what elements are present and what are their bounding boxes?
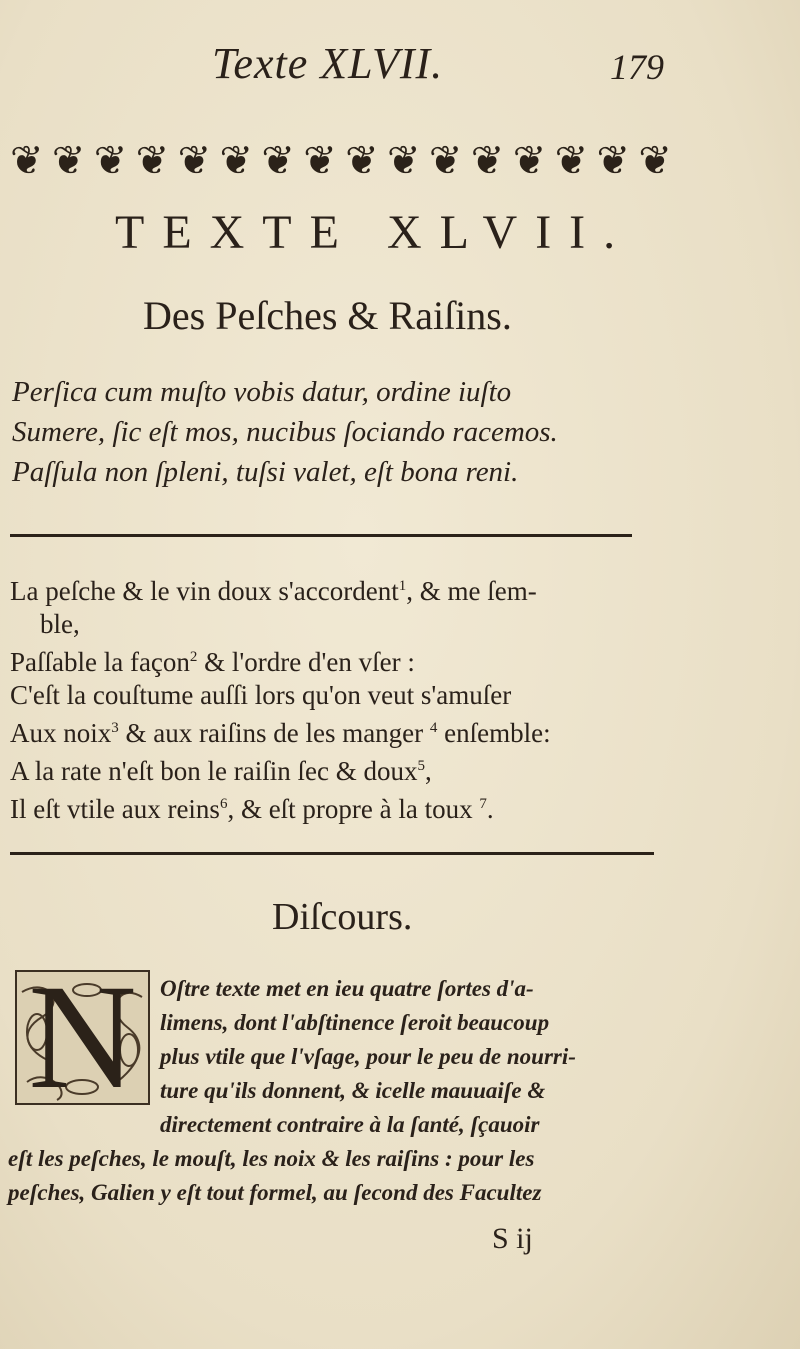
verse-text: La peſche & le vin doux s'accordent (10, 576, 399, 606)
latin-verse-line: Paſſula non ſpleni, tuſsi valet, eſt bona reni. (12, 456, 519, 488)
discours-line: Oſtre texte met en ieu quatre ſortes d'a- (160, 976, 534, 1001)
fleuron-icon: ❦ (219, 137, 251, 183)
discours-title: Diſcours. (272, 896, 413, 938)
running-head-title: Texte XLVII. (212, 39, 444, 88)
footnote-marker: 7 (479, 796, 487, 812)
fleuron-icon: ❦ (135, 137, 168, 183)
french-verses (10, 570, 790, 826)
verse-text: ble, (40, 609, 80, 639)
discours-line: peſches, Galien y eſt tout formel, au ſecond des Facultez (8, 1180, 542, 1205)
verse-text: & l'ordre d'en vſer : (197, 647, 415, 677)
discours-body (8, 972, 788, 1210)
fleuron-icon: ❦ (596, 137, 628, 183)
discours-line: limens, dont l'abſtinence ſeroit beaucoup (160, 1010, 550, 1035)
verse-text: Aux noix (10, 718, 112, 748)
fleuron-icon: ❦ (51, 137, 84, 183)
french-verse-line (10, 570, 790, 608)
section-divider (10, 534, 632, 537)
verse-text: & aux raiſins de les manger (118, 718, 430, 748)
footnote-marker: 1 (398, 578, 407, 594)
discours-line: ture qu'ils donnent, & icelle mauuaiſe & (160, 1078, 546, 1103)
french-verse-line (10, 608, 790, 641)
discours-line: directement contraire à la ſanté, ſçauoir (160, 1112, 540, 1137)
latin-verse-line: Sumere, ſic eſt mos, nucibus ſociando racemos. (12, 416, 558, 448)
discours-line: eſt les peſches, le mouſt, les noix & les raiſins : pour les (8, 1146, 535, 1171)
section-divider (10, 852, 654, 855)
fleuron-icon: ❦ (512, 137, 545, 183)
verse-text: Paſſable la façon (10, 647, 190, 677)
french-verse-line (10, 712, 790, 750)
verse-text: Il eſt vtile aux reins (10, 794, 220, 824)
fleuron-icon: ❦ (554, 137, 587, 183)
french-verse-line (10, 679, 790, 712)
french-verse-line (10, 641, 790, 679)
fleuron-icon: ❦ (470, 137, 503, 183)
fleuron-icon: ❦ (177, 137, 210, 183)
verse-text: , & me ſem- (406, 576, 537, 606)
fleuron-icon: ❦ (428, 137, 461, 183)
verse-text: enſemble: (437, 718, 551, 748)
chapter-title: TEXTE XLVII. (115, 206, 634, 259)
verse-text: C'eſt la couſtume auſſi lors qu'on veut s'amuſer (10, 680, 512, 710)
verse-text: . (486, 794, 494, 824)
verse-text: , (425, 756, 432, 786)
latin-verse-line: Perſica cum muſto vobis datur, ordine iuſto (12, 376, 512, 408)
footnote-marker: 3 (111, 720, 119, 736)
signature-mark: S ij (492, 1222, 533, 1255)
french-verse-line (10, 788, 790, 826)
fleuron-icon: ❦ (638, 137, 670, 183)
footnote-marker: 6 (219, 796, 228, 812)
fleuron-icon: ❦ (261, 137, 293, 183)
initial-letter: N (28, 970, 137, 1105)
fleuron-icon: ❦ (303, 137, 335, 183)
fleuron-icon: ❦ (93, 137, 126, 183)
footnote-marker: 2 (189, 649, 198, 665)
footnote-marker: 5 (417, 758, 425, 774)
fleuron-ornament-band (10, 136, 670, 184)
chapter-subtitle: Des Peſches & Raiſins. (143, 293, 512, 338)
running-head (0, 38, 800, 98)
discours-line: plus vtile que l'vſage, pour le peu de nourri- (160, 1044, 576, 1069)
fleuron-icon: ❦ (387, 137, 419, 183)
french-verse-line (10, 750, 790, 788)
page-number: 179 (610, 47, 664, 87)
latin-verses (12, 372, 772, 492)
fleuron-icon: ❦ (10, 137, 42, 183)
footnote-marker: 4 (429, 720, 438, 736)
verse-text: , & eſt propre à la toux (227, 794, 480, 824)
fleuron-icon: ❦ (345, 137, 377, 183)
verse-text: A la rate n'eſt bon le raiſin ſec & doux (10, 756, 418, 786)
